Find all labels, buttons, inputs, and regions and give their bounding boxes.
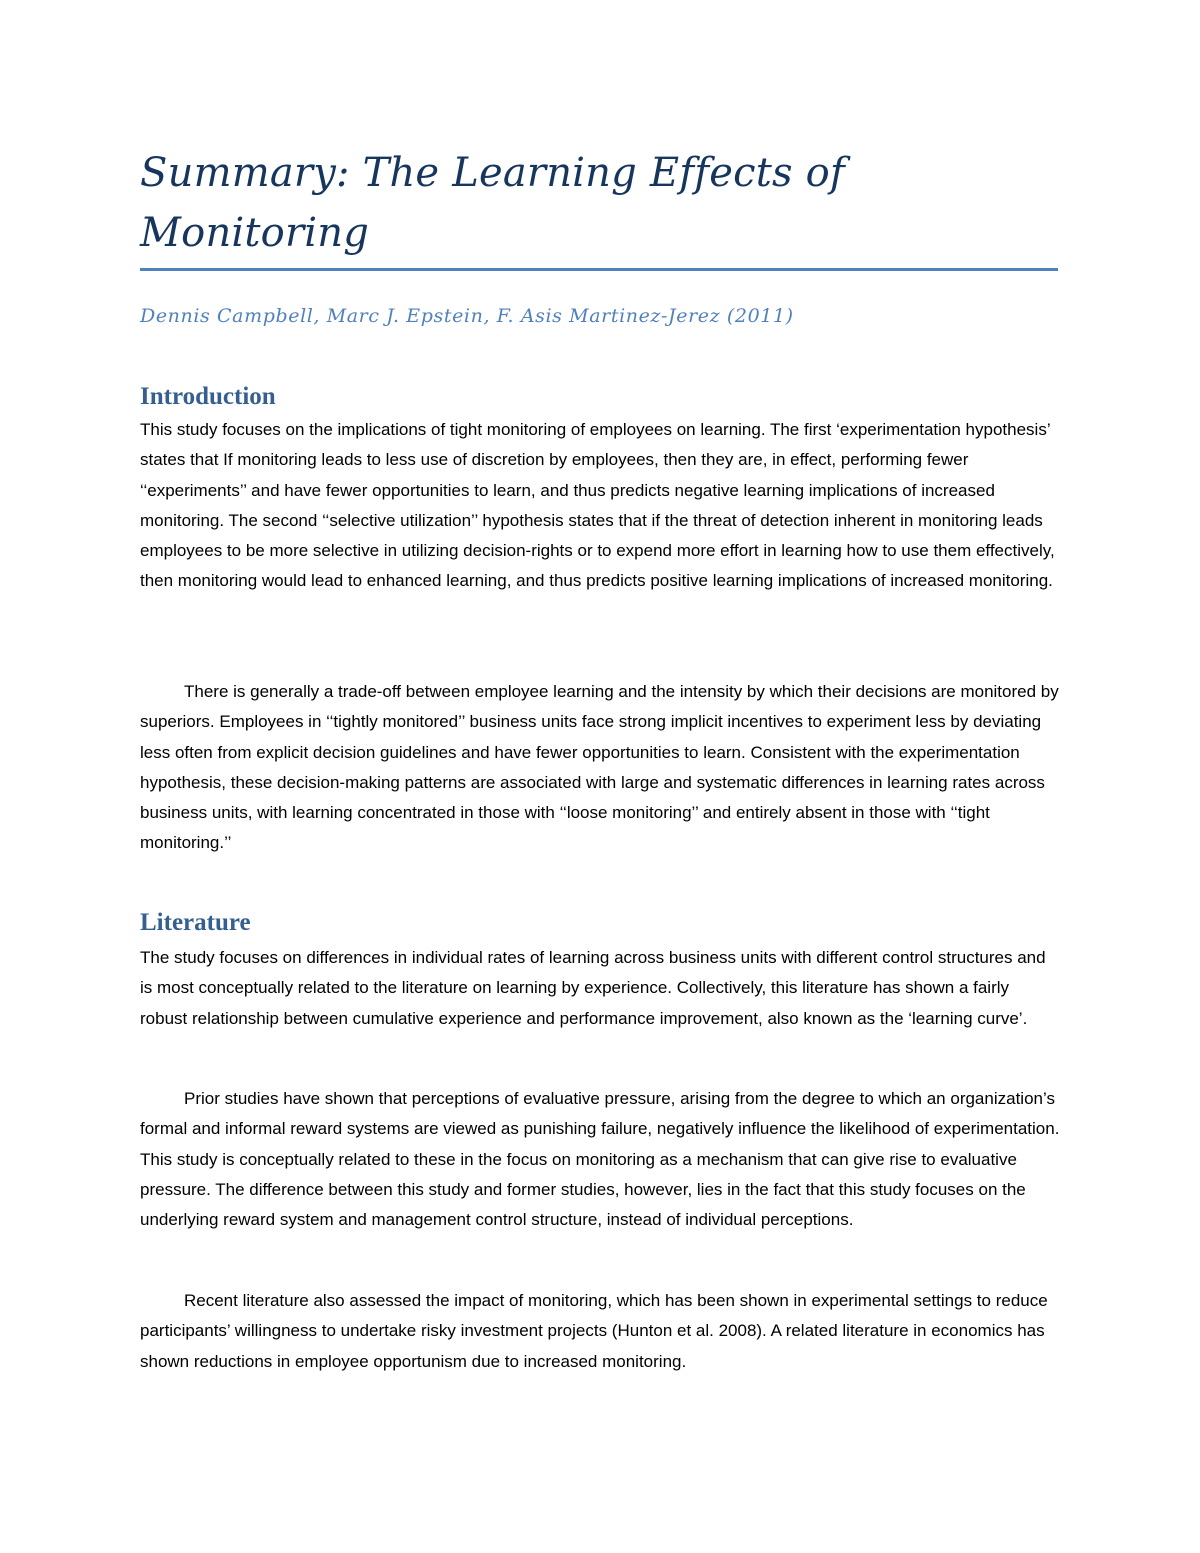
title-line-2: Monitoring [140,210,370,256]
introduction-paragraph-1: This study focuses on the implications of tight monitoring of employees on learning. The first ‘experimentation hypothesis’ states that If monitoring leads to less use of discretion by employees, then they are, in effect, performing fewer ‘‘experiments’’ and have fewer opportunities to learn, and thus predicts negative learning implications of increased monitoring. The second ‘‘selective utilization’’ hypothesis states that if the threat of detection inherent in monitoring leads employees to be more selective in utilizing decision-rights or to expend more effort in learning how to use them effectively, then monitoring would lead to enhanced learning, and thus predicts positive learning implications of increased monitoring. [140,420,1055,591]
introduction-heading: Introduction [140,383,276,410]
literature-paragraph-1: The study focuses on differences in individual rates of learning across business units with different control structures and is most conceptually related to the literature on learning by experience. Collectively, this literature has shown a fairly robust relationship between cumulative experience and performance improvement, also known as the ‘learning curve’. [140,948,1046,1028]
introduction-paragraph-2: There is generally a trade-off between employee learning and the intensity by which their decisions are monitored by superiors. Employees in ‘‘tightly monitored’’ business units face strong implicit incentives to experiment less by deviating less often from explicit decision guidelines and have fewer opportunities to learn. Consistent with the experimentation hypothesis, these decision-making patterns are associated with large and systematic differences in learning rates across business units, with learning concentrated in those with ‘‘loose monitoring’’ and entirely absent in those with ‘‘tight monitoring.’’ [140,682,1059,853]
authors-subtitle: Dennis Campbell, Marc J. Epstein, F. Asis Martinez-Jerez (2011) [140,305,794,327]
title-divider [140,268,1058,271]
literature-paragraph-3: Recent literature also assessed the impact of monitoring, which has been shown in experimental settings to reduce participants’ willingness to undertake risky investment projects (Hunton et al. 2008). A related literature in economics has shown reductions in employee opportunism due to increased monitoring. [140,1291,1048,1371]
literature-heading: Literature [140,909,251,936]
literature-paragraph-2: Prior studies have shown that perceptions of evaluative pressure, arising from the degree to which an organization’s formal and informal reward systems are viewed as punishing failure, negatively influence the likelihood of experimentation. This study is conceptually related to these in the focus on monitoring as a mechanism that can give rise to evaluative pressure. The difference between this study and former studies, however, lies in the fact that this study focuses on the underlying reward system and management control structure, instead of individual perceptions. [140,1089,1060,1230]
document-title [140,143,1060,263]
title-line-1: Summary: The Learning Effects of [140,150,845,196]
